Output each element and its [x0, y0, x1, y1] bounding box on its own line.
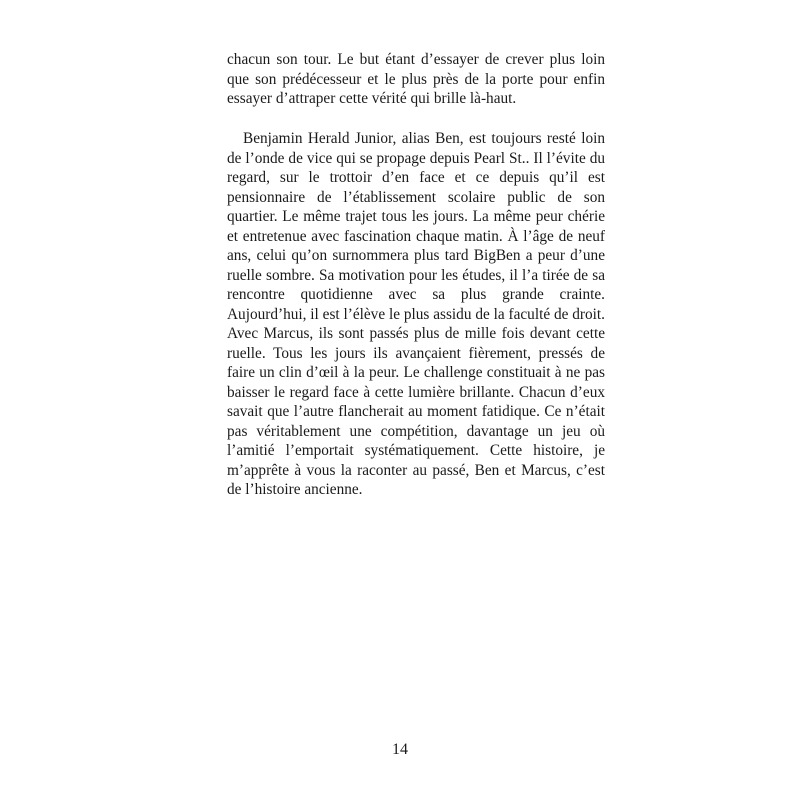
page-number: 14 — [392, 741, 408, 758]
paragraph-continuation: chacun son tour. Le but étant d’essayer de crever plus loin que son prédécesseur et le plus près de la porte pour enfin essayer d’attraper cette vérité qui brille là-haut. — [227, 51, 605, 107]
paragraph-ben-and-marcus: Benjamin Herald Junior, alias Ben, est toujours resté loin de l’onde de vice qui se propage depuis Pearl St.. Il l’évite du regard, sur le trottoir d’en face et ce depuis qu’il est pensionnaire de l’établissement scolaire public de son quartier. Le même trajet tous les jours. La même peur chérie et entretenue avec fascination chaque matin. À l’âge de neuf ans, celui qu’on surnommera plus tard BigBen a peur d’une ruelle sombre. Sa motivation pour les études, il l’a tirée de sa rencontre quotidienne avec sa plus grande crainte. Aujourd’hui, il est l’élève le plus assidu de la faculté de droit. Avec Marcus, ils sont passés plus de mille fois devant cette ruelle. Tous les jours ils avançaient fièrement, pressés de faire un clin d’œil à la peur. Le challenge constituait à ne pas baisser le regard face à cette lumière brillante. Chacun d’eux savait que l’autre flancherait au moment fatidique. Ce n’était pas véritablement une compétition, davantage un jeu où l’amitié l’emportait systématiquement. Cette histoire, je m’apprête à vous la raconter au passé, Ben et Marcus, c’est de l’histoire ancienne. — [227, 130, 605, 498]
